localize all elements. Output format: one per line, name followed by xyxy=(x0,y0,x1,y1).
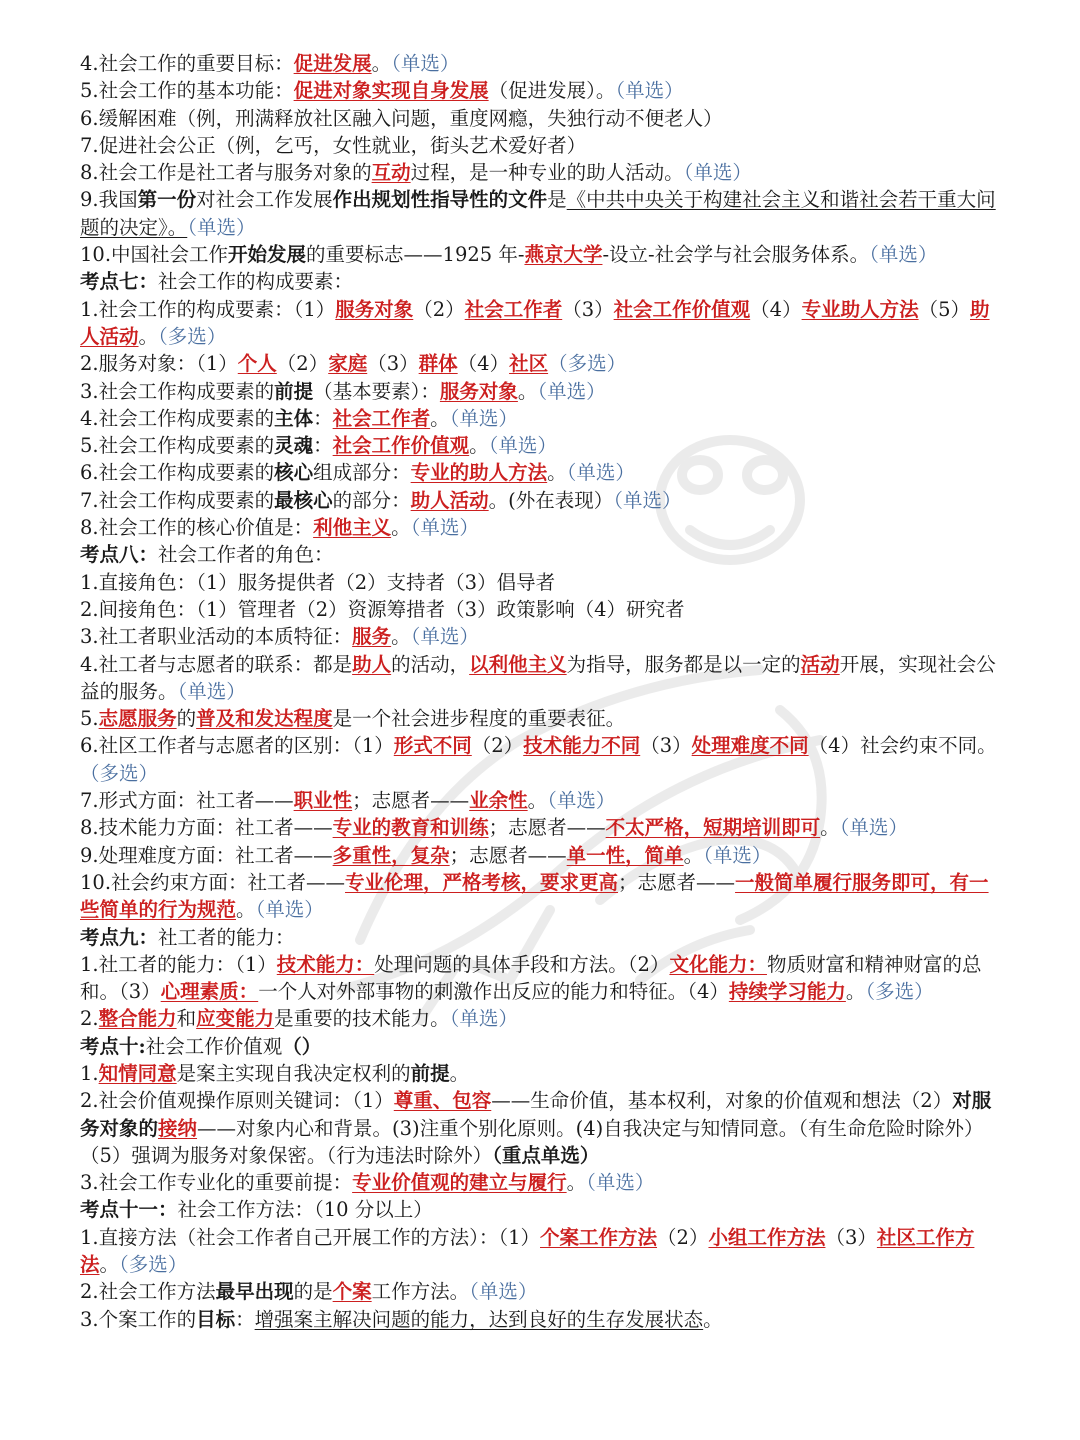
text-segment: 。 xyxy=(449,1061,470,1085)
text-segment: 社会工作的构成要素： xyxy=(158,270,354,294)
text-segment: 是重要的技术能力。 xyxy=(274,1007,450,1031)
text-line xyxy=(80,1060,1002,1087)
text-segment: 7.形式方面：社工者—— xyxy=(80,789,294,813)
key-term: 社会工作价值观 xyxy=(613,297,751,321)
text-segment: 工作方法。 xyxy=(371,1280,470,1304)
bold-text: 灵魂 xyxy=(274,434,314,458)
text-segment: 的是 xyxy=(293,1280,333,1304)
question-type-tag: （单选） xyxy=(537,379,606,403)
text-segment: 4.社会工作构成要素的 xyxy=(80,406,275,430)
key-term: 处理难度不同 xyxy=(691,734,809,758)
text-segment: 5.社会工作构成要素的 xyxy=(80,434,275,458)
text-segment: （4）社会约束不同。 xyxy=(808,734,997,758)
bold-text: 前提 xyxy=(274,379,314,403)
key-term: 以利他主义 xyxy=(469,652,567,676)
text-segment: ；志愿者—— xyxy=(618,870,736,894)
key-term: 家庭 xyxy=(328,352,368,376)
text-line xyxy=(80,951,1002,1006)
text-segment: 1. xyxy=(80,1061,99,1085)
text-segment: （3） xyxy=(367,352,419,376)
text-line xyxy=(80,50,1002,77)
text-segment: 处理问题的具体手段和方法。（2） xyxy=(374,952,670,976)
text-segment: 。 xyxy=(391,625,411,649)
key-term: 单一性，简单 xyxy=(566,843,684,867)
text-segment: 的部分： xyxy=(332,488,411,512)
question-type-tag: （单选） xyxy=(683,161,752,185)
text-line xyxy=(80,132,1002,159)
bold-text: 主体 xyxy=(274,406,314,430)
text-line xyxy=(80,432,1002,459)
text-segment: （3） xyxy=(562,297,614,321)
question-type-tag: （单选） xyxy=(449,406,518,430)
question-type-tag: （多选） xyxy=(548,352,627,376)
key-term: 社区 xyxy=(509,352,549,376)
text-line xyxy=(80,651,1002,706)
key-term: 助人活动 xyxy=(80,297,990,348)
question-type-tag: （单选） xyxy=(869,243,938,267)
text-line xyxy=(80,241,1002,268)
question-type-tag: （单选） xyxy=(410,516,479,540)
key-term: 普及和发达程度 xyxy=(196,707,333,731)
key-term: 社会工作者 xyxy=(332,406,431,430)
underlined-text: 《中共中央关于构建社会主义和谐社会若干重大问题的决定》。 xyxy=(80,188,996,239)
key-term: 服务 xyxy=(352,625,392,649)
text-segment: 是一个社会进步程度的重要表征。 xyxy=(332,707,626,731)
text-line xyxy=(80,487,1002,514)
text-segment: 一个人对外部事物的刺激作出反应的能力和特征。（4） xyxy=(258,980,729,1004)
key-term: 专业的助人方法 xyxy=(410,461,548,485)
key-term: 助人活动 xyxy=(410,488,489,512)
question-type-tag: （单选） xyxy=(613,488,682,512)
text-line xyxy=(80,596,1002,623)
text-segment: 和 xyxy=(176,1007,197,1031)
text-segment: 。 xyxy=(236,898,256,922)
text-segment: 。 xyxy=(683,843,704,867)
text-segment: 6.社会工作构成要素的 xyxy=(80,461,275,485)
text-segment: 。 xyxy=(371,52,392,75)
text-segment: （2） xyxy=(657,1225,709,1249)
text-segment: 2.间接角色：（1）管理者（2）资源筹措者（3）政策影响（4）研究者 xyxy=(80,597,685,621)
question-type-tag: （单选） xyxy=(177,679,246,703)
text-segment: 过程，是一种专业的助人活动。 xyxy=(410,161,684,185)
text-line xyxy=(80,569,1002,596)
text-segment: 的 xyxy=(176,707,197,731)
text-segment: 。 xyxy=(138,324,159,348)
key-term: 个人 xyxy=(237,352,277,376)
question-type-tag: （单选） xyxy=(488,434,557,458)
text-segment: （5） xyxy=(918,297,971,321)
question-type-tag: （单选） xyxy=(187,215,256,239)
key-term: 一般简单履行服务即可，有一些简单的行为规范 xyxy=(80,870,989,922)
key-term: 互动 xyxy=(371,161,411,185)
key-term: 小组工作方法 xyxy=(708,1225,826,1249)
text-line xyxy=(80,1278,1002,1305)
text-segment: （促进发展）。 xyxy=(488,79,616,103)
key-term: 群体 xyxy=(418,352,458,376)
text-line xyxy=(80,1224,1002,1279)
text-segment: 5. xyxy=(80,707,99,731)
key-term: 利他主义 xyxy=(313,516,392,540)
text-segment: 。 xyxy=(566,1171,587,1195)
text-line xyxy=(80,268,1002,295)
section-heading: 考点八： xyxy=(80,543,159,567)
key-term: 形式不同 xyxy=(393,734,472,758)
key-term: 服务对象 xyxy=(335,297,414,321)
question-type-tag: （多选） xyxy=(80,761,159,785)
key-term: 社区工作方法 xyxy=(80,1225,975,1277)
text-segment: 1.直接角色：（1）服务提供者（2）支持者（3）倡导者 xyxy=(80,570,556,594)
key-term: 技术能力： xyxy=(276,952,375,976)
bold-text: 最早出现 xyxy=(215,1280,294,1304)
text-segment: 的活动， xyxy=(391,652,470,676)
text-segment: （基本要素）： xyxy=(313,379,440,403)
text-segment: 5.社会工作的基本功能： xyxy=(80,79,294,103)
key-term: 应变能力 xyxy=(196,1007,275,1031)
text-segment: ；志愿者—— xyxy=(449,843,567,867)
text-segment: ；志愿者—— xyxy=(488,816,606,840)
text-segment: 。 xyxy=(469,434,489,458)
question-type-tag: （单选） xyxy=(703,843,772,867)
bold-text: （） xyxy=(282,1034,322,1058)
text-segment: 8.技术能力方面：社工者—— xyxy=(80,816,333,840)
section-heading: 考点七： xyxy=(80,270,159,294)
bold-text: 第一份 xyxy=(137,188,197,212)
key-term: 专业的教育和训练 xyxy=(332,816,489,840)
question-type-tag: （单选） xyxy=(566,461,635,485)
text-segment: ——对象内心和背景。(3)注重个别化原则。(4)自我决定与知情同意。（有生命危险时除外）（5）强调为服务对象保密。（行为违法时除外） xyxy=(80,1116,984,1167)
question-type-tag: （单选） xyxy=(586,1171,655,1195)
text-segment: 6.缓解困难（例，刑满释放社区融入问题，重度网瘾，失独行动不便老人） xyxy=(80,106,723,130)
text-segment: 社会工作方法：（10 分以上） xyxy=(177,1198,433,1222)
text-segment: 2.社会工作方法 xyxy=(80,1280,216,1304)
text-segment: 是 xyxy=(547,188,567,212)
text-line xyxy=(80,924,1002,951)
text-line xyxy=(80,869,1002,924)
text-line xyxy=(80,77,1002,104)
text-segment: 对社会工作发展 xyxy=(196,188,333,212)
text-segment: 10.中国社会工作 xyxy=(80,243,229,267)
text-segment: -设立-社会学与社会服务体系。 xyxy=(602,243,870,267)
text-segment: 1.社工者的能力：（1） xyxy=(80,952,277,976)
key-term: 促进对象实现自身发展 xyxy=(293,79,489,103)
text-segment: （4） xyxy=(750,297,802,321)
text-segment: 4.社会工作的重要目标： xyxy=(80,52,294,75)
text-line xyxy=(80,1196,1002,1223)
text-segment: ： xyxy=(235,1307,255,1331)
bold-text: 最核心 xyxy=(274,488,333,512)
section-heading: 考点十: xyxy=(80,1034,146,1058)
text-line xyxy=(80,814,1002,841)
text-segment: 。 xyxy=(527,789,548,813)
text-segment: 8.社会工作的核心价值是： xyxy=(80,516,314,540)
key-term: 知情同意 xyxy=(98,1061,177,1085)
text-line xyxy=(80,378,1002,405)
question-type-tag: （单选） xyxy=(449,1007,518,1031)
text-segment: 。(外在表现） xyxy=(488,488,614,512)
bold-text: 对服务对象的 xyxy=(80,1089,992,1140)
text-line xyxy=(80,623,1002,650)
key-term: 个案 xyxy=(332,1280,372,1304)
key-term: 整合能力 xyxy=(98,1007,177,1031)
key-term: 职业性 xyxy=(293,789,353,813)
text-line xyxy=(80,1169,1002,1196)
text-segment: 组成部分： xyxy=(313,461,411,485)
text-segment: 的重要标志——1925 年- xyxy=(306,243,525,267)
text-segment: 物质财富和精神财富的总和。（3） xyxy=(80,952,982,1004)
text-segment: 3.社会工作专业化的重要前提： xyxy=(80,1171,353,1195)
question-type-tag: （多选） xyxy=(158,324,227,348)
text-line xyxy=(80,105,1002,132)
bold-text: 作出规划性指导性的文件 xyxy=(332,188,548,212)
text-line xyxy=(80,1306,1002,1333)
key-term: 专业助人方法 xyxy=(801,297,919,321)
key-term: 活动 xyxy=(800,652,840,676)
text-line xyxy=(80,1005,1002,1032)
document-page xyxy=(80,50,1002,1333)
text-segment: 。 xyxy=(391,516,411,540)
question-type-tag: （多选） xyxy=(119,1253,188,1277)
text-segment: 10.社会约束方面：社工者—— xyxy=(80,870,346,894)
key-term: 个案工作方法 xyxy=(540,1225,658,1249)
underlined-text: 增强案主解决问题的能力，达到良好的生存发展状态 xyxy=(254,1307,704,1331)
text-segment: （2） xyxy=(471,734,524,758)
text-segment: 2.服务对象：（1） xyxy=(80,352,238,376)
question-type-tag: （单选） xyxy=(255,898,324,922)
key-term: 不太严格，短期培训即可 xyxy=(605,816,821,840)
text-segment: （3） xyxy=(825,1225,877,1249)
text-line xyxy=(80,159,1002,186)
text-segment: （4） xyxy=(457,352,510,376)
text-segment: 社会工作价值观 xyxy=(145,1034,283,1058)
text-segment: ： xyxy=(313,434,333,458)
key-term: 燕京大学 xyxy=(524,243,603,267)
text-segment: 。 xyxy=(820,816,840,840)
text-segment: ： xyxy=(313,406,333,430)
key-term: 文化能力： xyxy=(669,952,767,976)
text-segment: 是案主实现自我决定权利的 xyxy=(176,1061,411,1085)
section-heading: 考点九： xyxy=(80,925,159,949)
bold-text: 核心 xyxy=(274,461,314,485)
key-term: 多重性，复杂 xyxy=(332,843,450,867)
text-segment: 8.社会工作是社工者与服务对象的 xyxy=(80,161,372,185)
text-line xyxy=(80,405,1002,432)
question-type-tag: （单选） xyxy=(547,789,616,813)
bold-text: 前提 xyxy=(410,1061,450,1085)
text-line xyxy=(80,459,1002,486)
text-segment: 3.社工者职业活动的本质特征： xyxy=(80,625,353,649)
key-term: 志愿服务 xyxy=(98,707,177,731)
key-term: 专业伦理，严格考核，要求更高 xyxy=(345,870,619,894)
text-segment: 2.社会价值观操作原则关键词：（1） xyxy=(80,1089,394,1113)
text-line xyxy=(80,541,1002,568)
text-segment: （2） xyxy=(413,297,465,321)
key-term: 持续学习能力 xyxy=(728,980,846,1004)
key-term: 尊重、包容 xyxy=(393,1089,492,1113)
text-segment: 6.社区工作者与志愿者的区别：（1） xyxy=(80,734,394,758)
text-segment: （3） xyxy=(640,734,692,758)
text-segment: 。 xyxy=(517,379,538,403)
text-segment: 。 xyxy=(703,1307,723,1331)
key-term: 接纳 xyxy=(158,1116,198,1140)
text-segment: 开展，实现社会公益的服务。 xyxy=(80,652,996,703)
text-segment: 为指导，服务都是以一定的 xyxy=(566,652,801,676)
bold-text: 目标 xyxy=(196,1307,236,1331)
text-line xyxy=(80,350,1002,377)
text-line xyxy=(80,1033,1002,1060)
key-term: 社会工作者 xyxy=(464,297,563,321)
text-line xyxy=(80,787,1002,814)
text-line xyxy=(80,1087,1002,1169)
text-segment: 社会工作者的角色： xyxy=(158,543,334,567)
text-segment: 4.社工者与志愿者的联系：都是 xyxy=(80,652,353,676)
bold-text: 开始发展 xyxy=(228,243,307,267)
question-type-tag: （单选） xyxy=(410,625,479,649)
key-term: 服务对象 xyxy=(439,379,518,403)
text-line xyxy=(80,842,1002,869)
question-type-tag: （单选） xyxy=(839,816,908,840)
text-segment: ；志愿者—— xyxy=(352,789,470,813)
text-segment: 。 xyxy=(99,1253,120,1277)
key-term: 助人 xyxy=(352,652,392,676)
text-segment: 3.社会工作构成要素的 xyxy=(80,379,275,403)
question-type-tag: （单选） xyxy=(391,52,460,75)
question-type-tag: （单选） xyxy=(469,1280,538,1304)
text-segment: 9.处理难度方面：社工者—— xyxy=(80,843,333,867)
text-line xyxy=(80,514,1002,541)
text-line xyxy=(80,186,1002,241)
key-term: 心理素质： xyxy=(160,980,259,1004)
text-segment: 。 xyxy=(547,461,567,485)
text-segment: 社工者的能力： xyxy=(158,925,295,949)
key-term: 技术能力不同 xyxy=(523,734,641,758)
text-segment: 。 xyxy=(845,980,866,1004)
text-segment: 1.社会工作的构成要素：（1） xyxy=(80,297,336,321)
text-line xyxy=(80,296,1002,351)
text-segment: 7.社会工作构成要素的 xyxy=(80,488,275,512)
question-type-tag: （多选） xyxy=(865,980,934,1004)
text-line xyxy=(80,705,1002,732)
section-heading: 考点十一： xyxy=(80,1198,178,1222)
text-segment: 1.直接方法（社会工作者自己开展工作的方法）：（1） xyxy=(80,1225,541,1249)
text-line xyxy=(80,732,1002,787)
text-segment: （2） xyxy=(276,352,329,376)
key-term: 业余性 xyxy=(469,789,528,813)
text-segment: 3.个案工作的 xyxy=(80,1307,197,1331)
text-segment: ——生命价值，基本权利，对象的价值观和想法（2） xyxy=(491,1089,953,1113)
key-term: 促进发展 xyxy=(293,52,372,75)
text-segment: 9.我国 xyxy=(80,188,138,212)
text-segment: 2. xyxy=(80,1007,99,1031)
question-type-tag: （重点单选） xyxy=(492,1143,600,1167)
question-type-tag: （单选） xyxy=(615,79,684,103)
key-term: 专业价值观的建立与履行 xyxy=(352,1171,567,1195)
key-term: 社会工作价值观 xyxy=(332,434,470,458)
text-segment: 。 xyxy=(430,406,450,430)
text-segment: 7.促进社会公正（例，乞丐，女性就业，街头艺术爱好者） xyxy=(80,133,587,157)
